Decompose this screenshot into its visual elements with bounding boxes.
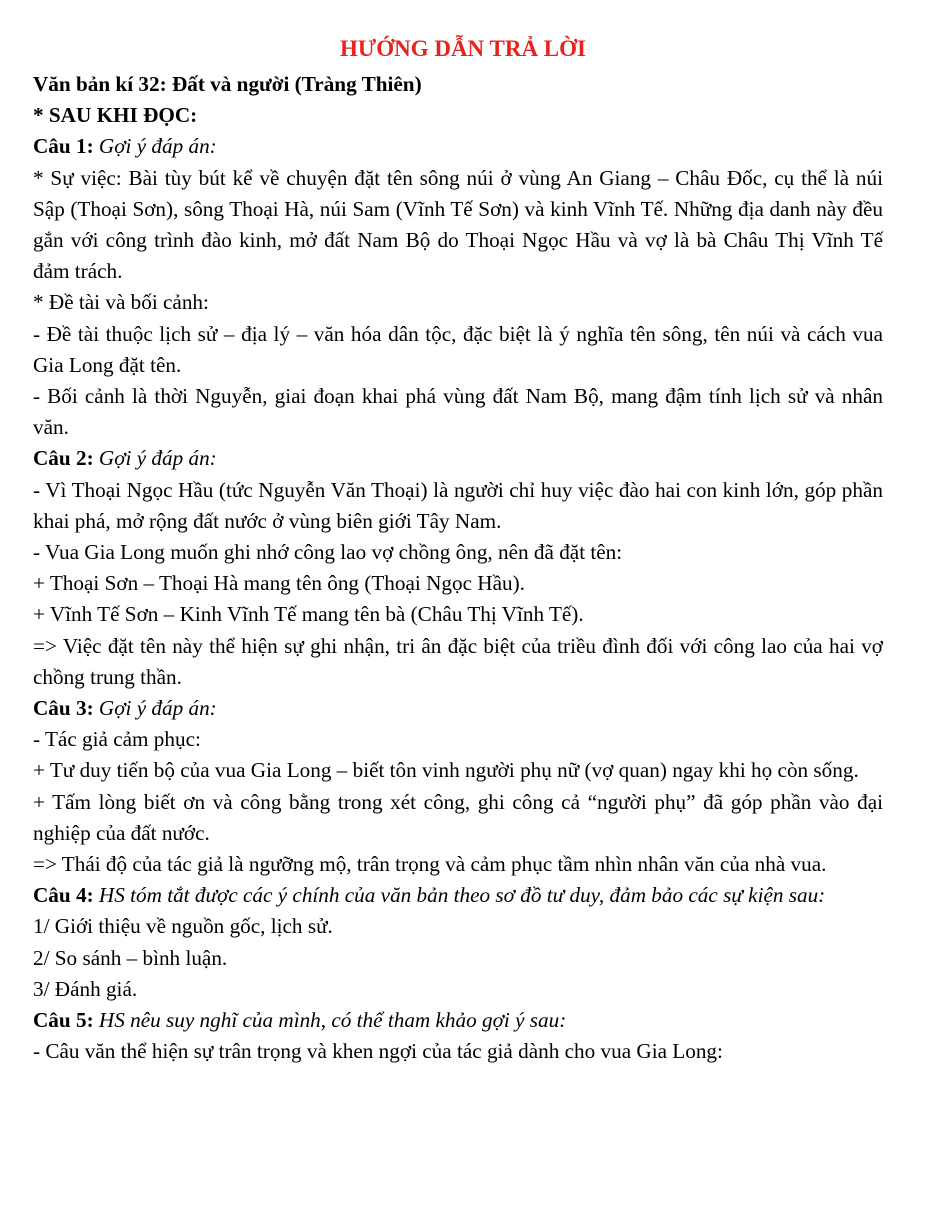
question-2-paragraph: + Thoại Sơn – Thoại Hà mang tên ông (Thoại Ngọc Hầu).: [33, 571, 525, 596]
text-heading: Văn bản kí 32: Đất và người (Tràng Thiên): [33, 72, 422, 96]
question-1-label: Câu 1:: [33, 134, 94, 159]
question-4-item: 1/ Giới thiệu về nguồn gốc, lịch sử.: [33, 914, 333, 939]
question-1-context: - Bối cảnh là thời Nguyễn, giai đoạn khai phá vùng đất Nam Bộ, mang đậm tính lịch sử và nhân văn.: [33, 384, 883, 440]
document-page: [33, 31, 883, 1068]
question-3-label: Câu 3:: [33, 696, 94, 721]
question-4-heading: [33, 880, 883, 911]
question-1-topic-heading: * Đề tài và bối cảnh:: [33, 290, 209, 315]
question-3-conclusion: => Thái độ của tác giả là ngưỡng mộ, trân trọng và cảm phục tầm nhìn nhân văn của nhà vua.: [33, 852, 827, 877]
question-3-heading: [33, 693, 883, 724]
question-4-label: Câu 4:: [33, 883, 94, 908]
question-1-topic: - Đề tài thuộc lịch sử – địa lý – văn hóa dân tộc, đặc biệt là ý nghĩa tên sông, tên núi và cách vua Gia Long đặt tên.: [33, 321, 883, 377]
question-2-hint: Gợi ý đáp án:: [98, 446, 217, 471]
question-4-item: 3/ Đánh giá.: [33, 976, 138, 1001]
question-2-paragraph: + Vĩnh Tế Sơn – Kinh Vĩnh Tế mang tên bà (Châu Thị Vĩnh Tế).: [33, 602, 584, 627]
question-3-hint: Gợi ý đáp án:: [98, 696, 217, 721]
question-2-label: Câu 2:: [33, 446, 94, 471]
question-3-paragraph: - Tác giả cảm phục:: [33, 727, 201, 752]
question-2-conclusion: => Việc đặt tên này thể hiện sự ghi nhận, tri ân đặc biệt của triều đình đối với công lao của hai vợ chồng trung thần.: [33, 633, 883, 689]
question-5-hint: HS nêu suy nghĩ của mình, có thể tham khảo gợi ý sau:: [98, 1008, 567, 1033]
question-5-paragraph: - Câu văn thể hiện sự trân trọng và khen ngợi của tác giả dành cho vua Gia Long:: [33, 1039, 723, 1064]
question-3-paragraph: + Tấm lòng biết ơn và công bằng trong xét công, ghi công cả “người phụ” đã góp phần vào đại nghiệp của đất nước.: [33, 789, 883, 845]
question-2-heading: [33, 443, 883, 474]
question-1-hint: Gợi ý đáp án:: [98, 134, 217, 159]
question-4-item: 2/ So sánh – bình luận.: [33, 945, 228, 970]
section-heading: * SAU KHI ĐỌC:: [33, 103, 198, 128]
question-3-paragraph: + Tư duy tiến bộ của vua Gia Long – biết tôn vinh người phụ nữ (vợ quan) ngay khi họ còn sống.: [33, 758, 859, 783]
question-5-heading: [33, 1005, 883, 1036]
question-2-paragraph: - Vì Thoại Ngọc Hầu (tức Nguyễn Văn Thoại) là người chỉ huy việc đào hai con kinh lớn, góp phần khai phá, mở rộng đất nước ở vùng biên giới Tây Nam.: [33, 477, 883, 533]
question-4-hint: HS tóm tắt được các ý chính của văn bản theo sơ đồ tư duy, đảm bảo các sự kiện sau:: [98, 883, 826, 908]
question-1-event: * Sự việc: Bài tùy bút kể về chuyện đặt tên sông núi ở vùng An Giang – Châu Đốc, cụ thể là núi Sập (Thoại Sơn), sông Thoại Hà, núi Sam (Vĩnh Tế Sơn) và kinh Vĩnh Tế. Những địa danh này đều gắn với công trình đào kinh, mở đất Nam Bộ do Thoại Ngọc Hầu và vợ là bà Châu Thị Vĩnh Tế đảm trách.: [33, 165, 883, 284]
question-1-heading: [33, 131, 883, 162]
question-2-paragraph: - Vua Gia Long muốn ghi nhớ công lao vợ chồng ông, nên đã đặt tên:: [33, 540, 623, 565]
question-5-label: Câu 5:: [33, 1008, 94, 1033]
page-title: HƯỚNG DẪN TRẢ LỜI: [340, 36, 586, 61]
